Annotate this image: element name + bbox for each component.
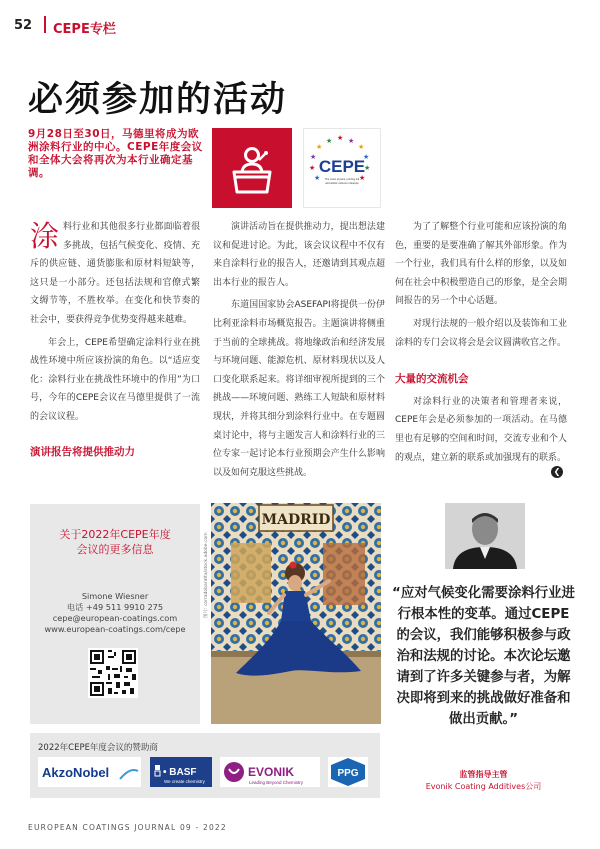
svg-text:★: ★	[348, 137, 355, 145]
article-column-1	[30, 218, 200, 461]
contact-name: Simone Wiesner	[81, 591, 149, 601]
contact-email[interactable]: cepe@european-coatings.com	[52, 613, 178, 623]
qr-code-icon[interactable]	[88, 648, 138, 698]
pull-quote: “应对气候变化需要涂料行业进行根本性的变革。通过CEPE的会议，我们能够积极参与政治和法规的讨论。本次论坛邀请到了许多关键参与者，为解决即将到来的挑战做好准备和做出贡献。”	[392, 586, 575, 727]
svg-text:AkzoNobel: AkzoNobel	[42, 765, 110, 780]
svg-text:• BASF: • BASF	[163, 767, 197, 778]
madrid-flamenco-photo	[211, 503, 381, 724]
photo-credit	[201, 500, 209, 620]
quote-author-title: 监管指导主管	[459, 770, 508, 779]
article-lead: 9月28日至30日，马德里将成为欧洲涂料行业的中心。CEPE年度会议和全体大会将再次为本行业确定基调。	[28, 128, 203, 179]
header-divider	[44, 16, 46, 33]
col3-paragraph-3: 对涂料行业的决策者和管理者来说，CEPE年会是必须参加的一项活动。在马德里也有足够的空间和时间，交流专业和个人的观点，建立新的联系或加强现有的联系。	[395, 396, 567, 463]
subheading-speeches: 演讲报告将提供推动力	[30, 445, 135, 458]
svg-text:The voice of paint, printing i: The voice of paint, printing ink	[324, 178, 360, 181]
svg-text:★: ★	[363, 153, 370, 161]
contact-url[interactable]: www.european-coatings.com/cepe	[44, 624, 186, 634]
col2-paragraph-2: 东道国国家协会ASEFAPI将提供一份伊比利亚涂料市场概览报告。主题演讲将侧重于当前的全球挑战。将地缘政治和经济发展与环境问题、能源危机、原材料现状以及人口变化联系起来。将详细审视所提到的三个挑战——环境问题、熟练工人短缺和原材料现状，并将其细分到涂料行业中。在专题圆桌讨论中，将与主题发言人和涂料行业的三位专家一起讨论本行业预期会产生什么影响以及如何克服这些挑战。	[213, 300, 385, 478]
svg-text:图片: corradobaratta/stock.adobe: 图片: corradobaratta/stock.adobe.com	[204, 532, 209, 618]
section-label: CEPE专栏	[53, 22, 116, 37]
cepe-logo-text: CEPE	[318, 157, 366, 176]
svg-text:★: ★	[309, 164, 316, 172]
speaker-podium-icon	[212, 128, 292, 208]
col1-paragraph-2: 年会上，CEPE希望确定涂料行业在挑战性环境中所应该扮演的角色。以“适应变化：涂料行业在挑战性环境中的作用”为口号，今年的CEPE会议在马德里提供了一流的会议议程。	[30, 337, 200, 422]
svg-text:★: ★	[359, 174, 366, 182]
col3-paragraph-1: 为了了解整个行业可能和应该扮演的角色，重要的是要准确了解其外部形象。作为一个行业，我们具有什么样的形象，以及如何在社会中积极塑造自己的形象，是全会期间报告的另一个中心话题。	[395, 222, 567, 307]
drop-cap: 涂	[30, 219, 60, 253]
ppg-logo	[328, 757, 368, 787]
page-number: 52	[14, 18, 33, 33]
article-column-2	[213, 218, 385, 482]
continue-arrow-icon: ❮	[551, 466, 563, 478]
svg-text:★: ★	[337, 134, 344, 142]
evonik-logo	[220, 757, 320, 787]
sponsor-title: 2022年CEPE年度会议的赞助商	[38, 743, 158, 753]
svg-text:PPG: PPG	[337, 768, 359, 779]
col3-paragraph-2: 对现行法规的一般介绍以及装饰和工业涂料的专门会议将会是会议圆满收官之作。	[395, 318, 567, 348]
svg-text:Leading Beyond Chemistry: Leading Beyond Chemistry	[249, 780, 304, 785]
svg-text:★: ★	[358, 143, 365, 151]
svg-text:We create chemistry: We create chemistry	[164, 779, 205, 784]
contact-phone: 电话 +49 511 9910 275	[66, 602, 164, 612]
svg-text:★: ★	[326, 137, 333, 145]
article-column-3	[395, 218, 567, 467]
svg-text:★: ★	[364, 164, 371, 172]
quote-author-company: Evonik Coating Additives公司	[425, 782, 542, 791]
col1-paragraph-1: 料行业和其他很多行业都面临着很多挑战，包括气候变化、疫情、充斥的供应链、通货膨胀和原材料短缺等，这只是一小部分。还包括法规和官僚式繁文缛节等，不胜枚举。在变化和快节奏的社会中，要获得竞争优势变得越来越难。	[30, 222, 200, 325]
svg-text:★: ★	[316, 143, 323, 151]
madrid-sign: MADRID	[261, 512, 331, 528]
footer-journal: EUROPEAN COATINGS JOURNAL 09 - 2022	[28, 823, 227, 832]
info-box-title: 关于2022年CEPE年度 会议的更多信息	[59, 528, 171, 556]
svg-text:★: ★	[314, 174, 321, 182]
subheading-exchange: 大量的交流机会	[395, 373, 469, 386]
akzonobel-logo	[38, 757, 141, 787]
speaker-portrait	[445, 503, 525, 569]
svg-text:and artists' colours in Europe: and artists' colours in Europe	[325, 182, 359, 185]
basf-logo	[150, 757, 212, 787]
svg-text:EVONIK: EVONIK	[248, 765, 295, 779]
svg-text:★: ★	[310, 153, 317, 161]
col2-paragraph-1: 演讲活动旨在提供推动力，提出想法建议和促进讨论。为此，该会议议程中不仅有来自涂料行业的报告人，还邀请到其观点超出本行业的报告人。	[213, 222, 385, 288]
article-title: 必须参加的活动	[28, 80, 288, 120]
cepe-logo	[303, 128, 381, 208]
